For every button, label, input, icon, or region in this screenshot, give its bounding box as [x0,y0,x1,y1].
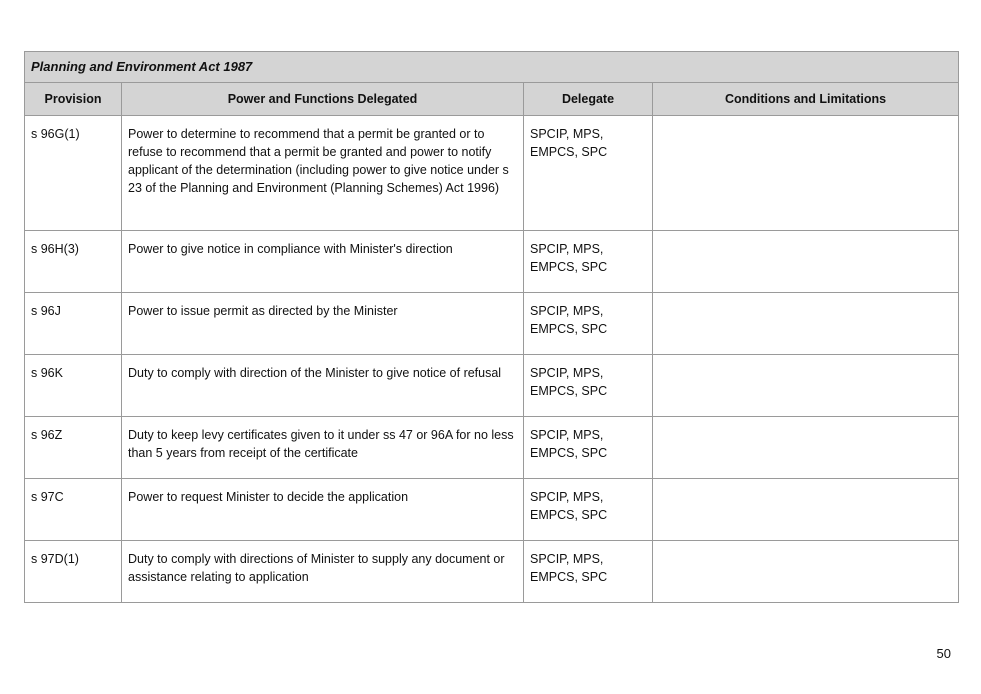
act-title: Planning and Environment Act 1987 [25,52,959,83]
power-cell: Power to request Minister to decide the application [122,479,524,541]
table-row [25,293,959,355]
table-row [25,116,959,231]
provision-cell: s 96Z [25,417,122,479]
conditions-cell [653,116,959,231]
provision-cell: s 97D(1) [25,541,122,603]
page-number: 50 [936,646,951,661]
provision-cell: s 96G(1) [25,116,122,231]
table-header-row [25,83,959,116]
header-power: Power and Functions Delegated [122,83,524,116]
provision-cell: s 96H(3) [25,231,122,293]
power-cell: Power to determine to recommend that a permit be granted or to refuse to recommend that a permit be granted and power to notify applicant of the determination (including power to give notice under s 23 of the Planning and Environment (Planning Schemes) Act 1996) [122,116,524,231]
conditions-cell [653,293,959,355]
delegate-cell: SPCIP, MPS, EMPCS, SPC [524,355,653,417]
conditions-cell [653,479,959,541]
delegate-cell: SPCIP, MPS, EMPCS, SPC [524,231,653,293]
delegate-cell: SPCIP, MPS, EMPCS, SPC [524,479,653,541]
table-row [25,479,959,541]
header-provision: Provision [25,83,122,116]
delegate-cell: SPCIP, MPS, EMPCS, SPC [524,116,653,231]
table-row [25,355,959,417]
power-cell: Power to issue permit as directed by the Minister [122,293,524,355]
delegation-table [24,51,959,603]
delegate-cell: SPCIP, MPS, EMPCS, SPC [524,417,653,479]
delegate-cell: SPCIP, MPS, EMPCS, SPC [524,541,653,603]
conditions-cell [653,355,959,417]
power-cell: Duty to comply with direction of the Minister to give notice of refusal [122,355,524,417]
header-delegate: Delegate [524,83,653,116]
conditions-cell [653,231,959,293]
power-cell: Power to give notice in compliance with Minister's direction [122,231,524,293]
act-title-row [25,52,959,83]
provision-cell: s 96K [25,355,122,417]
delegate-cell: SPCIP, MPS, EMPCS, SPC [524,293,653,355]
conditions-cell [653,541,959,603]
header-conditions: Conditions and Limitations [653,83,959,116]
provision-cell: s 96J [25,293,122,355]
conditions-cell [653,417,959,479]
power-cell: Duty to comply with directions of Minister to supply any document or assistance relating to application [122,541,524,603]
power-cell: Duty to keep levy certificates given to it under ss 47 or 96A for no less than 5 years from receipt of the certificate [122,417,524,479]
table-row [25,541,959,603]
provision-cell: s 97C [25,479,122,541]
table-row [25,231,959,293]
table-row [25,417,959,479]
